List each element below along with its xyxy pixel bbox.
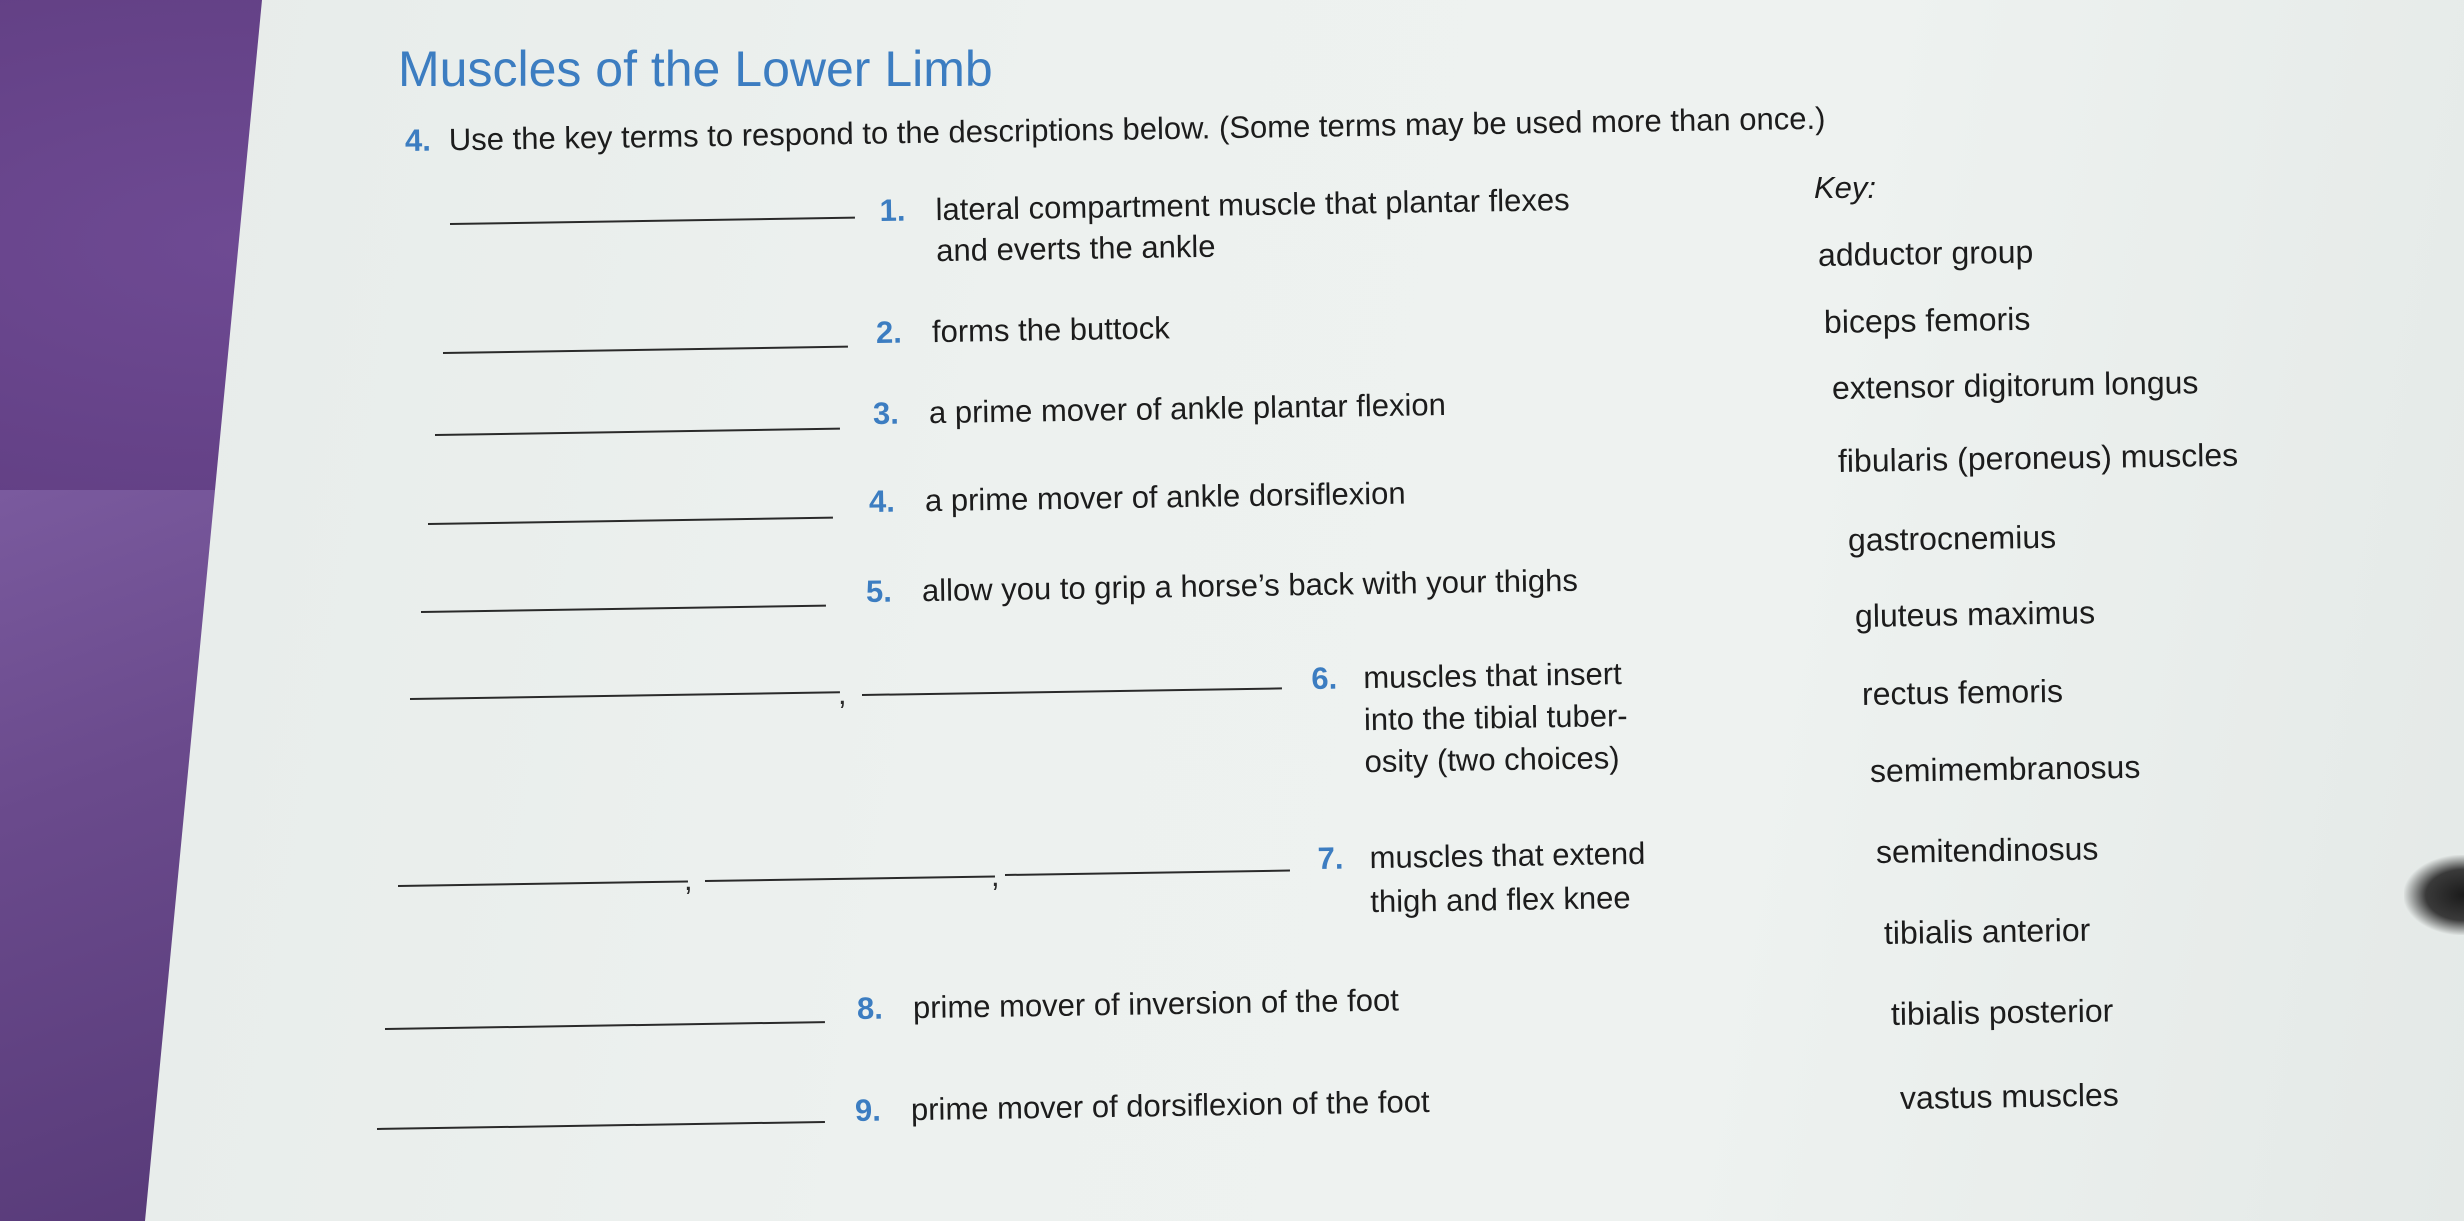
key-term: gastrocnemius xyxy=(1847,518,2057,558)
item-2 xyxy=(876,304,1377,357)
item-text: prime mover of inversion of the foot xyxy=(912,982,1400,1026)
item-text-cont: into the tibial tuber- xyxy=(1363,698,1628,738)
key-term: adductor group xyxy=(1817,233,2034,273)
item-7 xyxy=(1317,830,1818,928)
item-text: muscles that insert xyxy=(1363,656,1622,696)
question-number: 4. xyxy=(404,122,432,158)
item-text: lateral compartment muscle that plantar flexes xyxy=(935,182,1570,228)
item-number: 9. xyxy=(854,1092,882,1128)
item-6 xyxy=(1311,650,1813,788)
key-term: biceps femoris xyxy=(1823,300,2031,340)
key-term: tibialis posterior xyxy=(1890,992,2114,1032)
key-term: gluteus maximus xyxy=(1854,594,2096,634)
item-number: 2. xyxy=(875,314,903,350)
comma-separator: , xyxy=(991,858,1000,893)
item-text: a prime mover of ankle dorsiflexion xyxy=(924,475,1406,519)
item-text: forms the buttock xyxy=(931,310,1170,350)
item-text-cont: and everts the ankle xyxy=(935,228,1216,269)
key-term: extensor digitorum longus xyxy=(1831,364,2199,406)
binder-tab xyxy=(2404,855,2464,935)
question-text: Use the key terms to respond to the descriptions below. (Some terms may be used more than once.) xyxy=(448,100,1826,158)
item-number: 6. xyxy=(1311,660,1338,697)
item-text-cont: osity (two choices) xyxy=(1364,740,1620,780)
item-text-cont: thigh and flex knee xyxy=(1370,880,1631,920)
item-number: 3. xyxy=(872,395,900,431)
item-number: 4. xyxy=(868,483,896,519)
key-term: fibularis (peroneus) muscles xyxy=(1837,436,2239,479)
key-term: vastus muscles xyxy=(1899,1076,2119,1116)
comma-separator: , xyxy=(838,676,847,711)
comma-separator: , xyxy=(684,862,693,897)
item-number: 8. xyxy=(856,990,884,1026)
key-term: semimembranosus xyxy=(1869,748,2141,789)
item-text: a prime mover of ankle plantar flexion xyxy=(928,387,1447,431)
item-text: muscles that extend xyxy=(1369,835,1646,876)
item-number: 7. xyxy=(1317,840,1344,877)
item-1 xyxy=(879,177,1680,280)
item-number: 5. xyxy=(865,573,893,609)
item-text: allow you to grip a horse’s back with your thighs xyxy=(921,562,1579,609)
key-term: semitendinosus xyxy=(1875,830,2099,870)
key-term: tibialis anterior xyxy=(1883,911,2091,951)
key-label: Key: xyxy=(1814,170,1877,205)
key-term: rectus femoris xyxy=(1861,672,2064,712)
item-number: 1. xyxy=(879,192,906,229)
page-title: Muscles of the Lower Limb xyxy=(398,41,993,97)
item-text: prime mover of dorsiflexion of the foot xyxy=(910,1083,1430,1128)
